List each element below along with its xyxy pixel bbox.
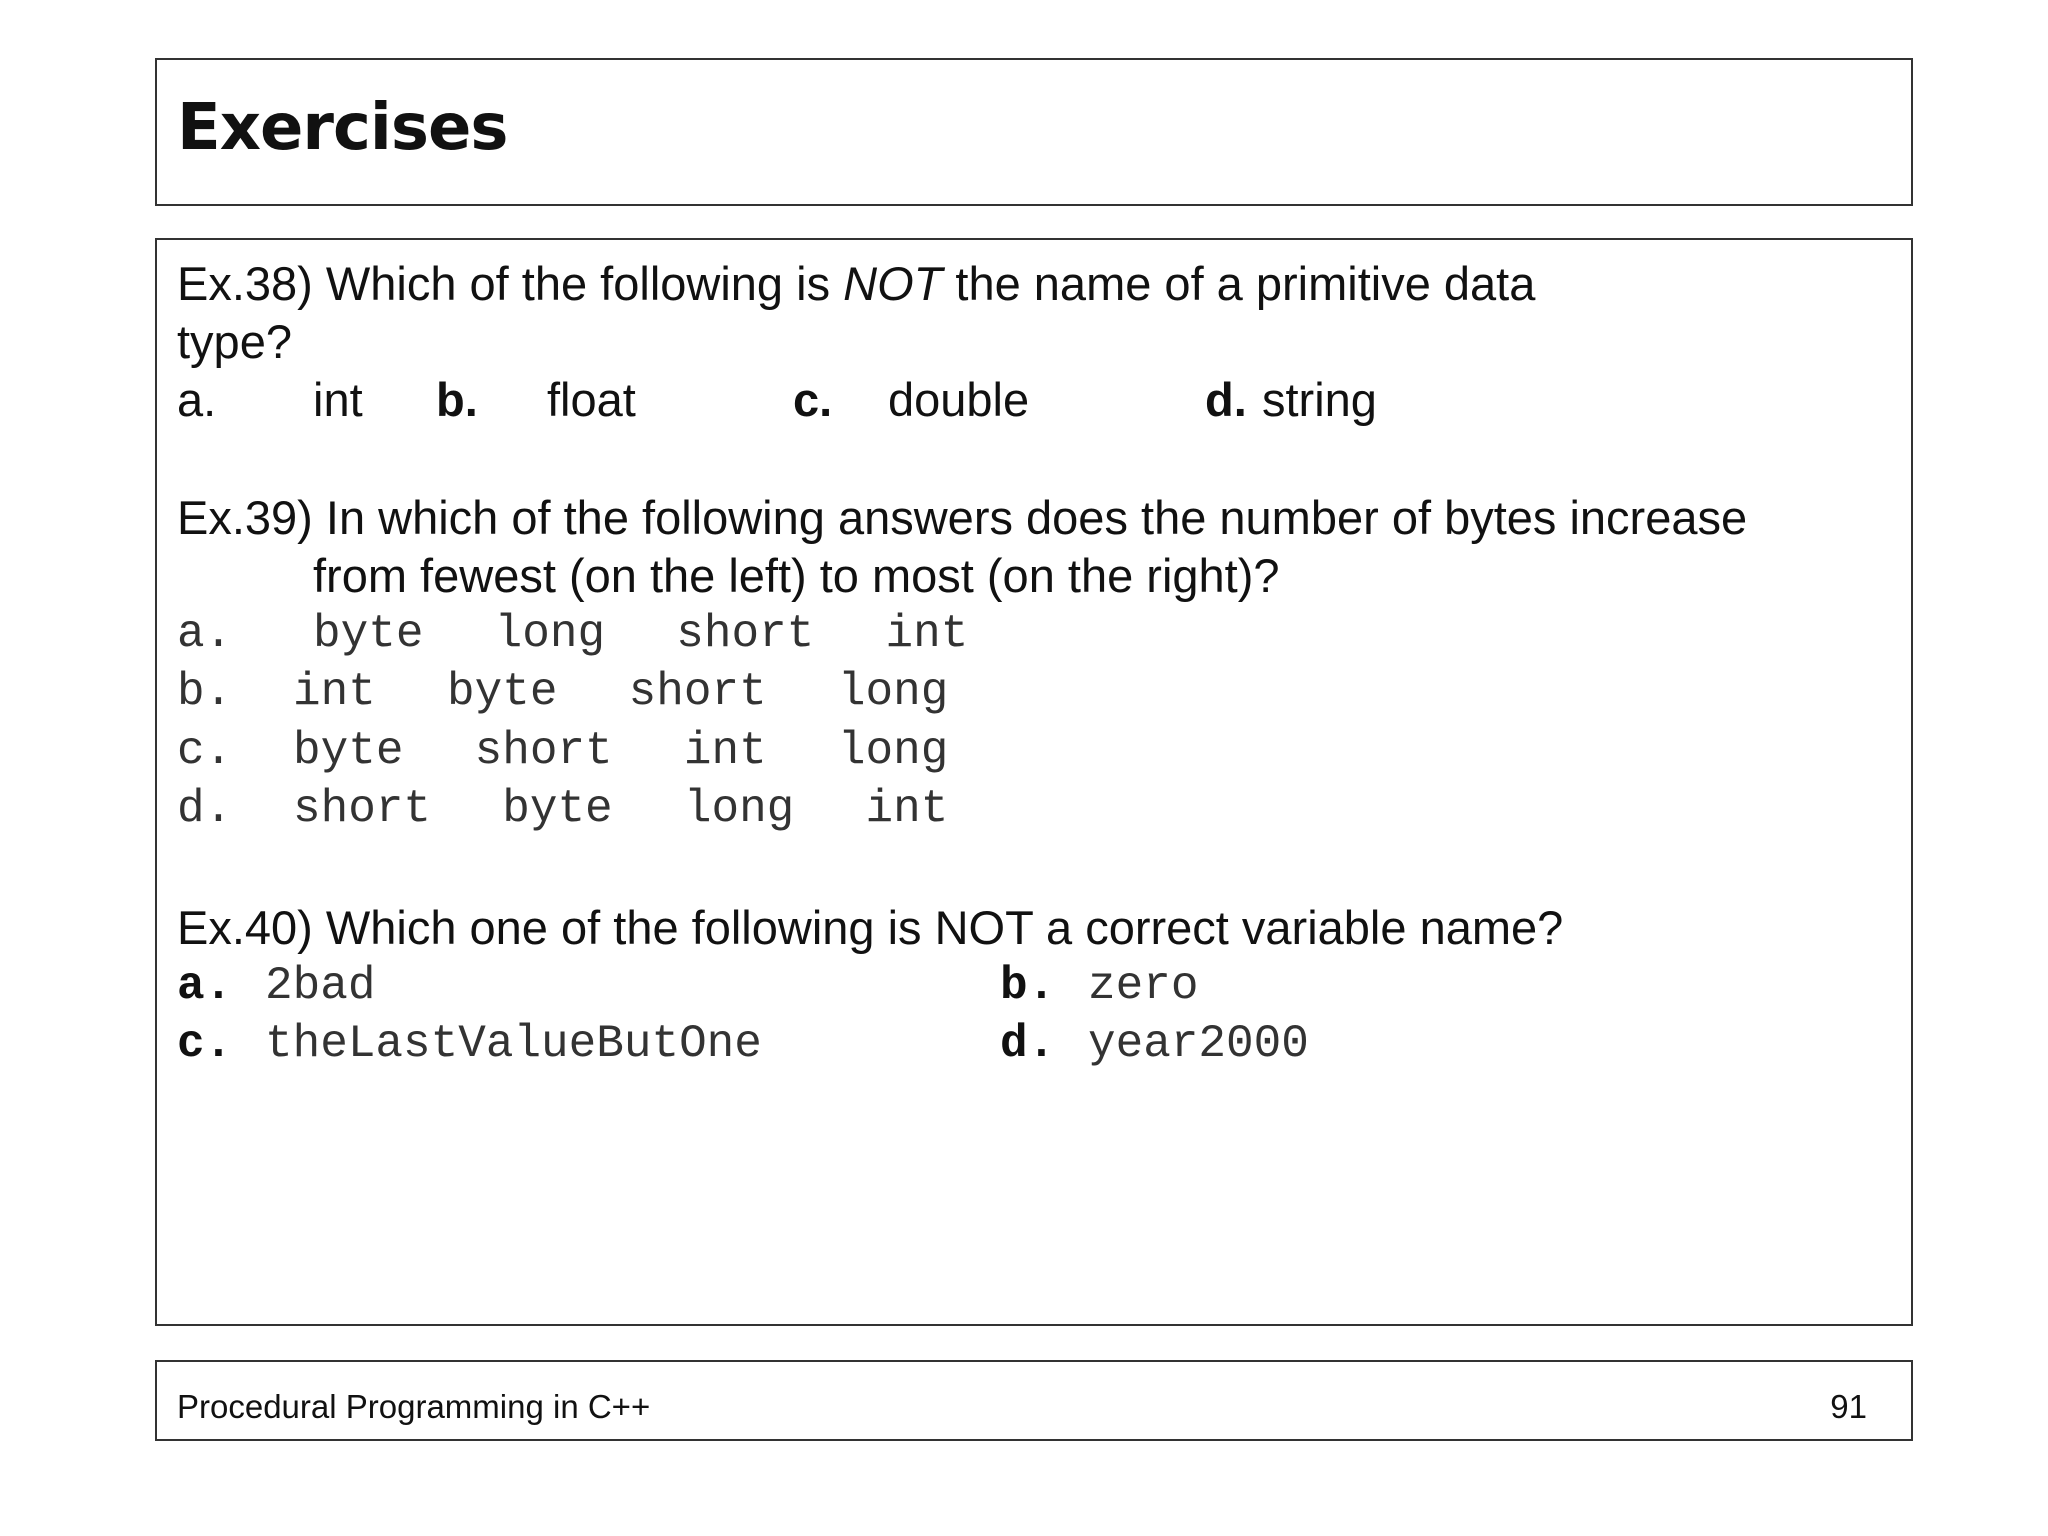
ex39-option-b-text: int byte short long <box>293 666 949 718</box>
ex39-option-b-label: b. <box>177 666 233 718</box>
content-frame <box>155 238 1913 1326</box>
ex39-option-c-label: c. <box>177 725 233 777</box>
ex38-option-b-text: float <box>547 373 636 426</box>
ex40-option-a-text: 2bad <box>265 960 376 1012</box>
course-title: Procedural Programming in C++ <box>177 1388 651 1425</box>
page-number: 91 <box>1830 1388 1867 1425</box>
ex39-option-a-text: byte long short int <box>313 608 969 660</box>
ex39-option-d-label: d. <box>177 783 233 835</box>
ex38-emphasis: NOT <box>843 257 943 310</box>
ex40-option-a-label: a. <box>177 960 233 1012</box>
page-title: Exercises <box>177 91 508 165</box>
ex40-option-d-text: year2000 <box>1088 1018 1309 1070</box>
ex38-option-a-text: int <box>313 373 363 426</box>
ex38-option-b-label: b. <box>436 373 478 426</box>
ex38-option-a-label: a. <box>177 373 217 426</box>
ex39-question-line1: Ex.39) In which of the following answers does the number of bytes increase <box>177 491 1748 544</box>
ex40-option-b-text: zero <box>1088 960 1199 1012</box>
ex40-question: Ex.40) Which one of the following is NOT a correct variable name? <box>177 901 1564 954</box>
ex39-option-c-text: byte short int long <box>293 725 949 777</box>
ex38-option-c-label: c. <box>793 373 833 426</box>
ex38-question-line1: Ex.38) Which of the following is NOT the name of a primitive data <box>177 257 1536 310</box>
ex38-option-c-text: double <box>888 373 1030 426</box>
footer-frame <box>155 1360 1913 1441</box>
ex38-option-d-label: d. <box>1205 373 1247 426</box>
ex40-option-d-label: d. <box>1000 1018 1056 1070</box>
ex39-question-line2: from fewest (on the left) to most (on the right)? <box>313 549 1280 602</box>
ex38-option-d-text: string <box>1262 373 1377 426</box>
ex40-option-c-text: theLastValueButOne <box>265 1018 762 1070</box>
ex38-question-line2: type? <box>177 315 292 368</box>
ex40-option-b-label: b. <box>1000 960 1056 1012</box>
title-frame <box>155 58 1913 206</box>
ex40-option-c-label: c. <box>177 1018 233 1070</box>
ex39-option-d-text: short byte long int <box>293 783 949 835</box>
ex39-option-a-label: a. <box>177 608 233 660</box>
